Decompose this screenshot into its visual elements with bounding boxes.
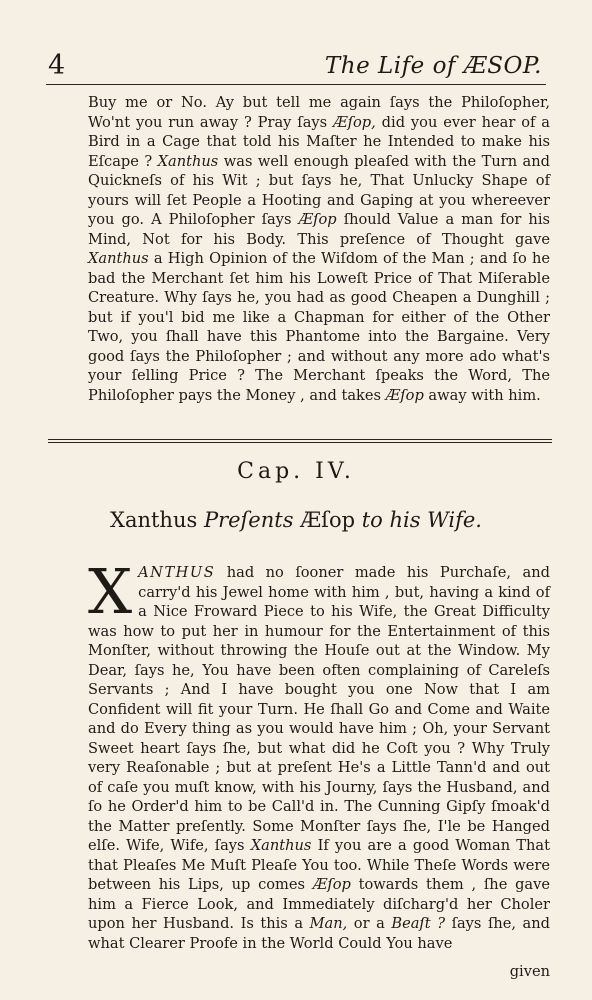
text-run: a High Opinion of the Wiſdom of the Man ; and ſo he bad the Merchant ſet him his Loweſt Price of That Miſerable Creature. Why ſays he, you had as good Cheapen a Dunghill ; but if you'l bid me like a Chapman for either of the Other Two, you ſhall have this Phantome into the Bargaine. Very good ſays the Philoſopher ; and without any more ado what's your ſelling Price ? The Merchant ſpeaks the Word, The Philoſopher pays the Money , and takes: [88, 250, 550, 404]
text-run: away with him.: [423, 386, 541, 404]
italic-run: Xanthus: [88, 250, 149, 267]
title-run: Xanthus: [110, 508, 204, 532]
drop-cap: X: [88, 555, 133, 628]
italic-run: Æſop: [298, 211, 337, 228]
chapter-title: [0, 505, 592, 535]
section-rule: [48, 439, 552, 440]
text-run: If you are a good Woman That that Pleaſes Me Muſt Pleaſe You too. While Theſe Words were between his Lips, up comes: [88, 837, 550, 893]
italic-run: Æſop: [385, 386, 424, 404]
section-rule: [48, 442, 552, 443]
italic-run: Beaſt ?: [391, 915, 446, 932]
catchword: given: [509, 963, 550, 980]
text-run: ſhould Value a man for his Mind, Not for his Body. This preſence of Thought gave: [88, 211, 550, 248]
italic-run: Xanthus: [250, 837, 312, 854]
italic-run: Man,: [309, 915, 348, 932]
text-run: towards them , ſhe gave him a Fierce Look, and Immediately diſcharg'd her Choler upon her Husband. Is this a: [88, 876, 550, 932]
text-run: ſays ſhe, and what Clearer Proofe in the World Could You have: [88, 915, 550, 952]
page-number: 4: [48, 50, 66, 81]
text-run: or a: [347, 915, 392, 932]
text-run: had no ſooner made his Purchaſe, and carry'd his Jewel home with him , but, having a kind of a Nice Froward Piece to his Wife, the Great Difficulty was how to put her in humour for the Entertainment of this Monſter, without throwing the Houſe out at the Window. My Dear, ſays he, You have been often complaining of Careleſs Servants ; And I have bought you one Now that I am Confident will fit your Turn. He ſhall Go and Come and Waite and do Every thing as you would have him ; Oh, your Servant Sweet heart ſays ſhe, but what did he Coſt you ? Why Truly very Reaſonable ; but at preſent He's a Little Tann'd and out of caſe you muſt know, with his Journy, ſays the Husband, and ſo he Order'd him to be Call'd in. The Cunning Gipſy ſmoak'd the Matter preſently. Some Monſter ſays ſhe, I'le be Hanged elſe. Wife, Wife, ſays: [88, 564, 550, 854]
text-run: did you ever hear of a Bird in a Cage that told his Maſter he Intended to make his Eſcape ?: [88, 113, 550, 170]
small-caps-run: ANTHUS: [138, 564, 216, 581]
title-run: Æſop: [293, 508, 362, 532]
italic-run: Xanthus: [157, 152, 219, 170]
title-run-italic: to his Wife.: [361, 508, 482, 532]
chapter-number: Cap. IV.: [237, 459, 355, 484]
title-run-italic: Preſents: [203, 508, 294, 532]
italic-run: Æſop: [312, 876, 351, 893]
italic-run: Æſop,: [333, 113, 376, 131]
text-run: was well enough pleaſed with the Turn and Quickneſs of his Wit ; but ſays he, That Unlucky Shape of yours will ſet People a Hooting and Gaping at you whereever you go. A Philoſopher ſays: [88, 152, 551, 228]
running-title: The Life of ÆSOP.: [324, 53, 542, 79]
text-run: Buy me or No. Ay but tell me again ſays the Philoſopher, Wo'nt you run away ? Pray ſays: [88, 94, 550, 131]
header-rule: [46, 84, 546, 85]
paragraph-1: [88, 93, 550, 405]
paragraph-2: [88, 555, 550, 953]
